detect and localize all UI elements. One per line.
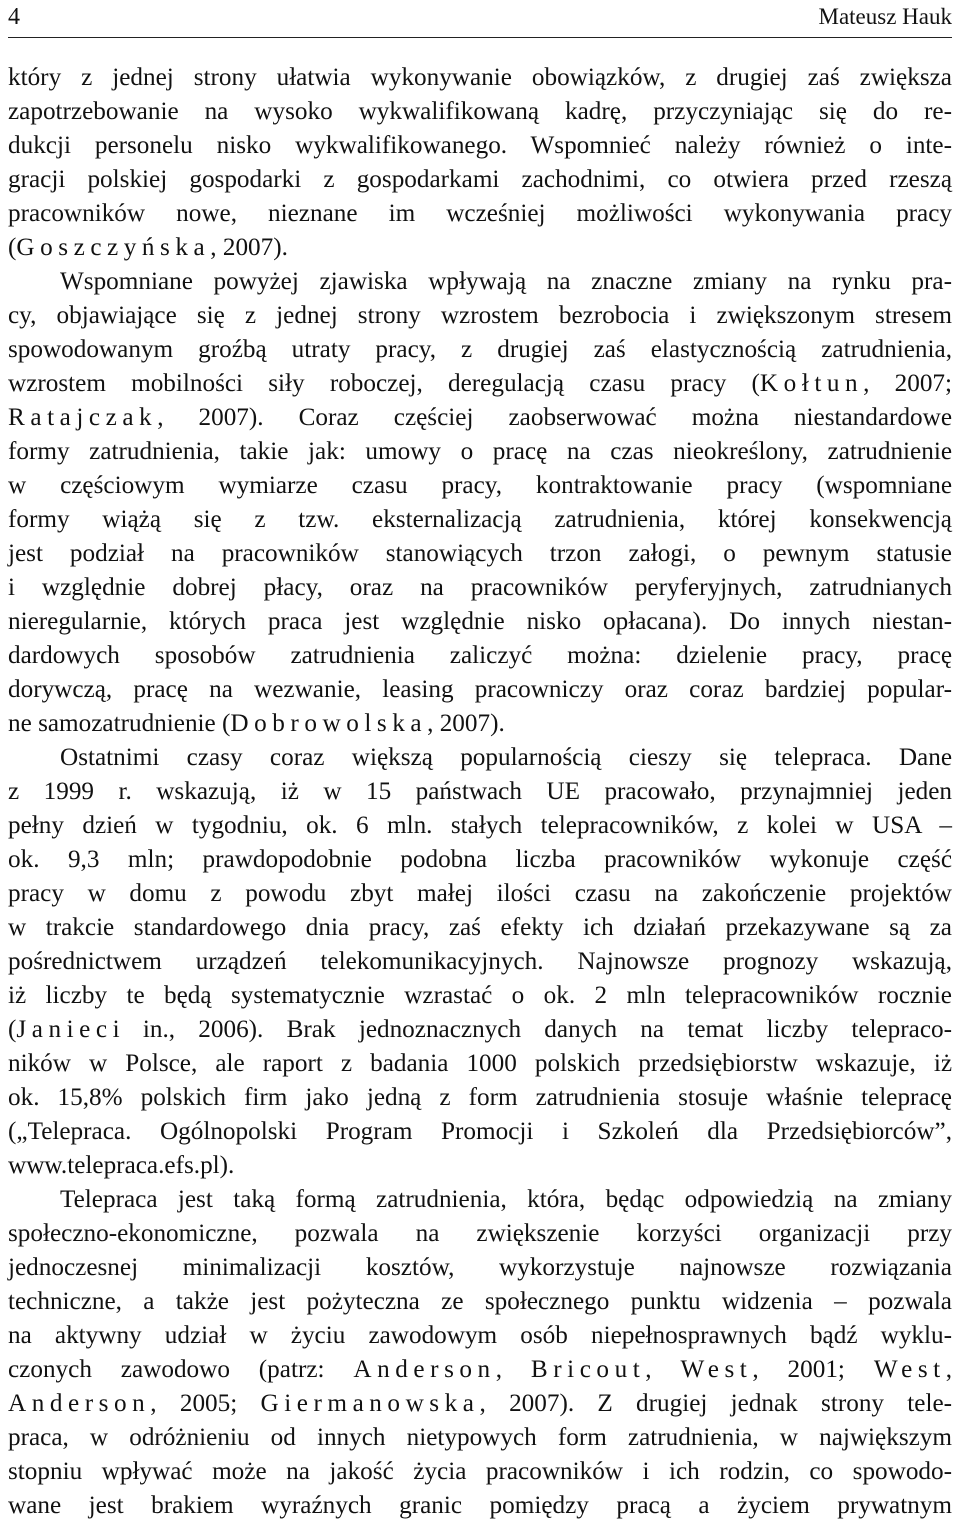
- text-line: Ratajczak, 2007). Coraz częściej zaobserwować można niestandardowe: [8, 404, 952, 431]
- text-line: formy wiążą się z tzw. eksternalizacją zatrudnienia, której konsekwencją: [8, 506, 952, 533]
- text-line: Telepraca jest taką formą zatrudnienia, która, będąc odpowiedzią na zmiany: [60, 1186, 952, 1213]
- cited-author: Kołtun: [759, 370, 864, 397]
- cited-author: Goszczyńska: [16, 234, 211, 261]
- text-line: zapotrzebowanie na wysoko wykwalifikowaną kadrę, przyczyniając się do re-: [8, 98, 952, 125]
- text-line: dorywczą, pracę na wezwanie, leasing pracowniczy oraz coraz bardziej popular-: [8, 676, 952, 703]
- text-line: wane jest brakiem wyraźnych granic pomiędzy pracą a życiem prywatnym: [8, 1492, 952, 1519]
- running-head: Mateusz Hauk: [818, 4, 952, 29]
- text-line: formy zatrudnienia, takie jak: umowy o pracę na czas nieokreślony, zatrudnienie: [8, 438, 952, 465]
- text-line: w trakcie standardowego dnia pracy, zaś efekty ich działań przekazywane są za: [8, 914, 952, 941]
- text-line: i względnie dobrej płacy, oraz na pracowników peryferyjnych, zatrudnianych: [8, 574, 952, 601]
- text-line: w częściowym wymiarze czasu pracy, kontraktowanie pracy (wspomniane: [8, 472, 952, 499]
- text-line: ne samozatrudnienie (Dobrowolska, 2007).: [8, 710, 505, 737]
- cited-author: Giermanowska: [260, 1390, 480, 1417]
- text-line: wzrostem mobilności siły roboczej, deregulacją czasu pracy (Kołtun, 2007;: [8, 370, 952, 397]
- text-line: pracowników nowe, nieznane im wcześniej możliwości wykonywania pracy: [8, 200, 952, 227]
- text-line: Ostatnimi czasy coraz większą popularnością cieszy się telepraca. Dane: [60, 744, 952, 771]
- text-line: społeczno-ekonomiczne, pozwala na zwiększenie korzyści organizacji przy: [8, 1220, 952, 1247]
- text-line: praca, w odróżnieniu od innych nietypowych form zatrudnienia, w największym: [8, 1424, 952, 1451]
- cited-author: Dobrowolska: [230, 710, 428, 737]
- text-line: Anderson, 2005; Giermanowska, 2007). Z drugiej jednak strony tele-: [8, 1390, 953, 1417]
- text-line: ok. 15,8% polskich firm jako jedną z form zatrudnienia stosuje właśnie telepracę: [8, 1084, 952, 1111]
- cited-author: Bricout: [530, 1356, 646, 1383]
- cited-author: Anderson: [8, 1390, 151, 1417]
- cited-author: Janiec: [16, 1016, 113, 1043]
- page-header: [8, 2, 952, 32]
- cited-author: Anderson: [353, 1356, 496, 1383]
- text-line: dardowych sposobów zatrudnienia zaliczyć można: dzielenie pracy, pracę: [8, 642, 952, 669]
- text-line: Wspomniane powyżej zjawiska wpływają na znaczne zmiany na rynku pra-: [60, 268, 952, 295]
- cited-author: West: [873, 1356, 946, 1383]
- text-line: („Telepraca. Ogólnopolski Program Promocji i Szkoleń dla Przedsiębiorców”,: [8, 1118, 952, 1145]
- text-line: który z jednej strony ułatwia wykonywanie obowiązków, z drugiej zaś zwiększa: [8, 64, 952, 91]
- text-line: iż liczby te będą systematycznie wzrastać o ok. 2 mln telepracowników rocznie: [8, 982, 952, 1009]
- text-line: z 1999 r. wskazują, iż w 15 państwach UE pracowało, przynajmniej jeden: [8, 778, 952, 805]
- text-line: pracy w domu z powodu zbyt małej ilości czasu na zakończenie projektów: [8, 880, 952, 907]
- text-line: pełny dzień w tygodniu, ok. 6 mln. stałych telepracowników, z kolei w USA –: [8, 812, 952, 839]
- cited-author: West: [680, 1356, 753, 1383]
- text-line: jednoczesnej minimalizacji kosztów, wykorzystuje najnowsze rozwiązania: [8, 1254, 952, 1281]
- text-line: pośrednictwem urządzeń telekomunikacyjnych. Najnowsze prognozy wskazują,: [8, 948, 952, 975]
- text-line: www.telepraca.efs.pl).: [8, 1152, 235, 1179]
- text-line: spowodowanym groźbą utraty pracy, z drugiej zaś elastycznością zatrudnienia,: [8, 336, 952, 363]
- article-body: [8, 61, 952, 1523]
- text-line: cy, objawiające się z jednej strony wzrostem bezrobocia i zwiększonym stresem: [8, 302, 952, 329]
- text-line: nieregularnie, których praca jest względnie nisko opłacana). Do innych niestan-: [8, 608, 952, 635]
- text-line: techniczne, a także jest pożyteczna ze społecznego punktu widzenia – pozwala: [8, 1288, 952, 1315]
- text-line: stopniu wpływać może na jakość życia pracowników i ich rodzin, co spowodo-: [8, 1458, 952, 1485]
- text-line: ok. 9,3 mln; prawdopodobnie podobna liczba pracowników wykonuje część: [8, 846, 952, 873]
- text-line: gracji polskiej gospodarki z gospodarkami zachodnimi, co otwiera przed rzeszą: [8, 166, 952, 193]
- text-line: na aktywny udział w życiu zawodowym osób niepełnosprawnych bądź wyklu-: [8, 1322, 952, 1349]
- text-line: czonych zawodowo (patrz: Anderson, Bricout, West, 2001; West,: [8, 1356, 953, 1383]
- text-line: dukcji personelu nisko wykwalifikowanego. Wspomnieć należy również o inte-: [8, 132, 952, 159]
- text-line: (Janieci in., 2006). Brak jednoznacznych danych na temat liczby telepraco-: [8, 1016, 952, 1043]
- text-line: jest podział na pracowników stanowiących trzon załogi, o pewnym statusie: [8, 540, 952, 567]
- header-rule: [8, 37, 952, 38]
- text-line: ników w Polsce, ale raport z badania 1000 polskich przedsiębiorstw wskazuje, iż: [8, 1050, 952, 1077]
- page-number: 4: [8, 4, 20, 30]
- cited-author: Ratajczak: [8, 404, 158, 431]
- text-line: (Goszczyńska, 2007).: [8, 234, 288, 261]
